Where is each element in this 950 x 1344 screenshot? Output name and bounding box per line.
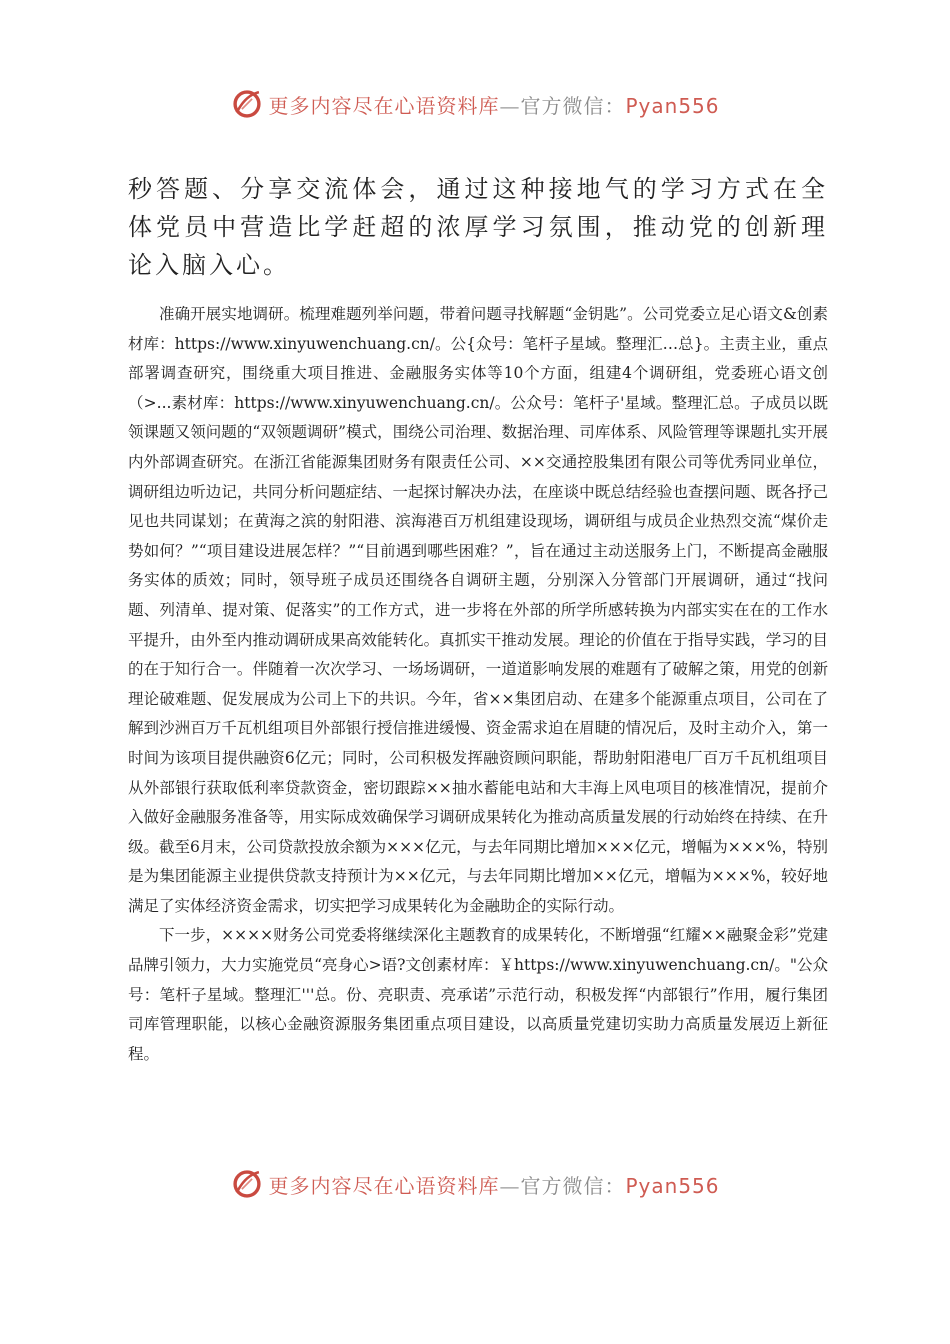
body-paragraph-1: 准确开展实地调研。梳理难题列举问题，带着问题寻找解题“金钥匙”。公司党委立足心语文&创素材库：https://www.xinyuwenchuang.cn/。公{众号：笔杆子星域。整理汇…总}。主责主业，重点部署调查研究，围绕重大项目推进、金融服务实体等10个方面，组建4个调研组，党委班心语文创（>...素材库：https://www.xinyuwenchuang.cn/。公众号：笔杆子'星域。整理汇总。子成员以既领课题又领问题的“双领题调研”模式，围绕公司治理、数据治理、司库体系、风险管理等课题扎实开展内外部调查研究。在浙江省能源集团财务有限责任公司、××交通控股集团有限公司等优秀同业单位，调研组边听边记，共同分析问题症结、一起探讨解决办法，在座谈中既总结经验也查摆问题、既各抒己见也共同谋划；在黄海之滨的射阳港、滨海港百万机组建设现场，调研组与成员企业热烈交流“煤价走势如何？”“项目建设进展怎样？”“目前遇到哪些困难？”，旨在通过主动送服务上门，不断提高金融服务实体的质效；同时，领导班子成员还围绕各自调研主题，分别深入分管部门开展调研，通过“找问题、列清单、提对策、促落实”的工作方式，进一步将在外部的所学所感转换为内部实实在在的工作水平提升，由外至内推动调研成果高效能转化。真抓实干推动发展。理论的价值在于指导实践，学习的目的在于知行合一。伴随着一次次学习、一场场调研，一道道影响发展的难题有了破解之策，用党的创新理论破难题、促发展成为公司上下的共识。今年，省××集团启动、在建多个能源重点项目，公司在了解到沙洲百万千瓦机组项目外部银行授信推进缓慢、资金需求迫在眉睫的情况后，及时主动介入，第一时间为该项目提供融资6亿元；同时，公司积极发挥融资顾问职能，帮助射阳港电厂百万千瓦机组项目从外部银行获取低利率贷款资金，密切跟踪××抽水蓄能电站和大丰海上风电项目的核准情况，提前介入做好金融服务准备等，用实际成效确保学习调研成果转化为推动高质量发展的行动始终在持续、在升级。截至6月末，公司贷款投放余额为×××亿元，与去年同期比增加×××亿元，增幅为×××%，特别是为集团能源主业提供贷款支持预计为××亿元，与去年同期比增加××亿元，增幅为×××%，较好地满足了实体经济资金需求，切实把学习成果转化为金融助企的实际行动。 (128, 305, 828, 915)
brush-stroke-logo-icon (230, 87, 264, 121)
body-paragraph-2: 下一步，××××财务公司党委将继续深化主题教育的成果转化，不断增强“红耀××融聚金彩”党建品牌引领力，大力实施党员“亮身心>语?文创素材库：￥https://www.xinyuwenchuang.cn/。"公众号：笔杆子星域。整理汇'''总。份、亮职责、亮承诺”示范行动，积极发挥“内部银行”作用，履行集团司库管理职能，以核心金融资源服务集团重点项目建设，以高质量党建切实助力高质量发展迈上新征程。 (128, 926, 828, 1063)
footer-wechat-id: Pyan556 (625, 1173, 720, 1198)
banner-text (268, 90, 719, 119)
footer-banner (0, 1162, 950, 1206)
banner-main-text: 更多内容尽在心语资料库 (268, 93, 500, 118)
footer-official-label: 官方微信： (520, 1173, 626, 1198)
footer-dash: — (499, 1173, 521, 1198)
footer-banner-text (268, 1170, 719, 1199)
document-body (128, 170, 828, 1069)
banner-dash: — (499, 93, 521, 118)
lead-paragraph: 秒答题、分享交流体会，通过这种接地气的学习方式在全体党员中营造比学赶超的浓厚学习氛围，推动党的创新理论入脑入心。 (128, 175, 828, 279)
banner-official-label: 官方微信： (520, 93, 626, 118)
brush-stroke-logo-icon (230, 1167, 264, 1201)
footer-main-text: 更多内容尽在心语资料库 (268, 1173, 500, 1198)
banner-wechat-id: Pyan556 (625, 93, 720, 118)
header-banner (0, 82, 950, 126)
